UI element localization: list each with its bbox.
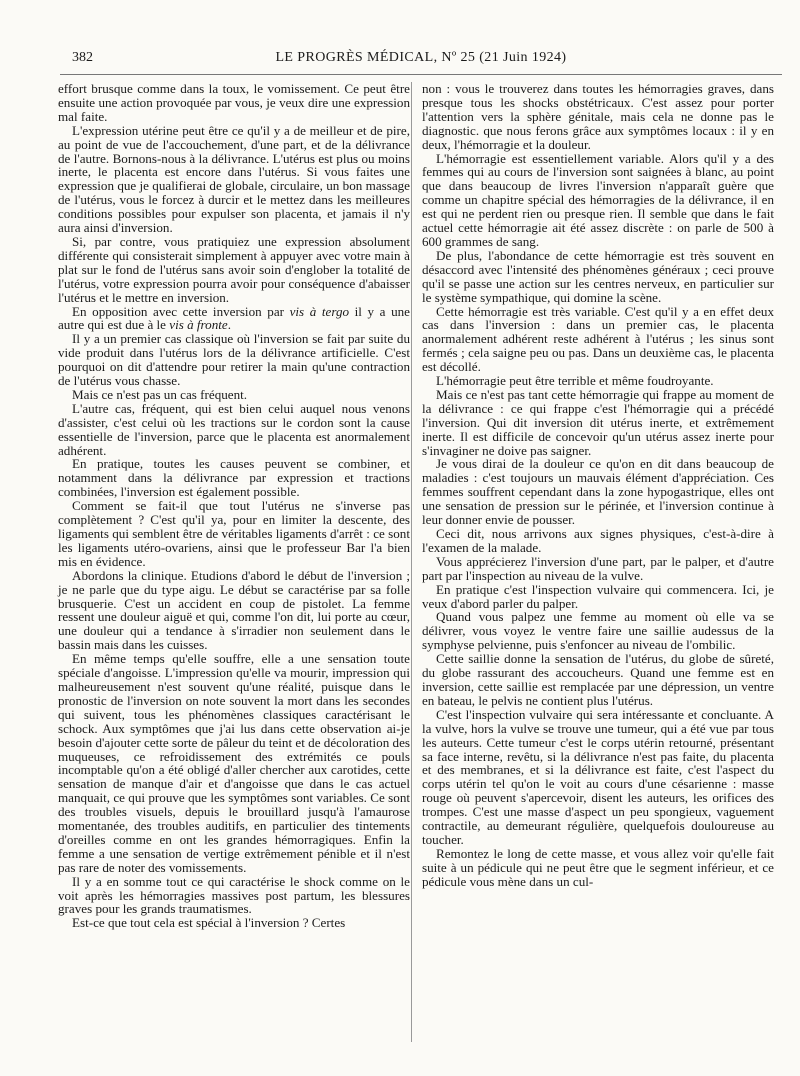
paragraph: effort brusque comme dans la toux, le vomissement. Ce peut être ensuite une action provoquée par vous, je veux dire une expression mal faite. <box>58 81 410 124</box>
column-rule <box>411 82 412 1042</box>
page-number: 382 <box>72 50 93 65</box>
latin-term: vis à tergo <box>289 303 350 319</box>
paragraph: De plus, l'abondance de cette hémorragie est très souvent en désaccord avec l'intensité des phénomènes généraux ; ceci prouve qu'il se passe une action sur les centres nerveux, en particulier sur le système sympathique, qui domine la scène. <box>422 247 774 305</box>
paragraph: non : vous le trouverez dans toutes les hémorragies graves, dans presque tous les shocks obstétricaux. C'est assez pour porter l'attention vers la sphère génitale, mais cela ne donne pas le diagnostic. que nous ferons grâce aux symptômes locaux : il y en deux, l'hémorragie et la douleur. <box>422 81 774 152</box>
paragraph <box>58 305 410 333</box>
paragraph: Il y a en somme tout ce qui caractérise le shock comme on le voit après les hémorragies massives post partum, les blessures graves pour les grands traumatismes. <box>58 873 410 917</box>
latin-term: vis à fronte <box>169 317 228 333</box>
paragraph: Comment se fait-il que tout l'utérus ne s'inverse pas complètement ? C'est qu'il ya, pour en limiter la descente, des ligaments qui semblent être de véritables ligaments d'arrêt : ce sont les ligaments utéro-ovariens, ainsi que le professeur Bar l'a bien mis en évidence. <box>58 498 410 569</box>
header-rule <box>60 74 782 75</box>
paragraph-text: En opposition avec cette inversion par <box>72 303 290 319</box>
page-header <box>60 50 782 72</box>
paragraph: Cette hémorragie est très variable. C'est qu'il y a en effet deux cas dans l'inversion : dans un premier cas, le placenta anormalement adhérent reste adhérent à l'utérus ; les sinus sont fermés ; cela saigne peu ou pas. Dans un deuxième cas, le placenta est décollé. <box>422 303 774 375</box>
paragraph: Si, par contre, vous pratiquiez une expression absolument différente qui consisterait simplement à appuyer avec votre main à plat sur le fond de l'utérus sans avoir soin d'englober la totalité de l'utérus, votre expression pourra avoir pour conséquence d'abaisser l'utérus et le mettre en inversion. <box>58 233 410 305</box>
paragraph-text: . <box>227 317 231 333</box>
left-column <box>58 82 410 930</box>
paragraph: Il y a un premier cas classique où l'inversion se fait par suite du vide produit dans l'utérus lors de la délivrance artificielle. C'est pourquoi on dit d'attendre pour retirer la main qu'une contraction de l'utérus vous chasse. <box>58 331 410 389</box>
paragraph: Est-ce que tout cela est spécial à l'inversion ? Certes <box>72 915 346 931</box>
paragraph: Cette saillie donne la sensation de l'utérus, du globe de sûreté, du globe rassurant des accoucheurs. Quand une femme est en inversion, cette saillie est remplacée par une dépression, un ventre en bateau, le pelvis ne contient plus l'utérus. <box>422 651 774 708</box>
paragraph: En pratique c'est l'inspection vulvaire qui commencera. Ici, je veux d'abord parler du palper. <box>422 581 774 611</box>
paragraph: Remontez le long de cette masse, et vous allez voir qu'elle fait suite à un pédicule qui ne peut être que le segment inférieur, et ce pédicule vous mène dans un cul- <box>422 845 774 889</box>
paragraph: Mais ce n'est pas tant cette hémorragie qui frappe au moment de la délivrance : ce qui frappe c'est l'hémorragie qui a précédé l'inversion. Qui dit inversion dit utérus inerte, et extrêmement inerte. Il est difficile de concevoir qu'un utérus assez inerte pour s'invaginer ne doive pas saigner. <box>422 386 774 458</box>
paragraph: L'hémorragie est essentiellement variable. Alors qu'il y a des femmes qui au cours de l'inversion sont saignées à blanc, au point que dans beaucoup de livres l'inversion n'apparaît guère que comme un chapitre spécial des hémorragies de la délivrance, il en est qui ne perdent rien ou presque rien. Il semble que dans le fait actuel cette hémorragie ait été assez discrète : on parle de 500 à 600 grammes de sang. <box>422 150 774 249</box>
paragraph: L'expression utérine peut être ce qu'il y a de meilleur et de pire, au point de vue de l'accouchement, d'une part, et de la délivrance de l'autre. Bornons-nous à la délivrance. L'utérus est plus ou moins inerte, le placenta est encore dans l'utérus. Si vous faites une expression que je qualifierai de globale, circulaire, un bon massage de l'utérus, vous le forcez à durcir et le mettez dans les meilleures conditions possibles pour expulser son placenta, et jamais il n'y aura ainsi d'inversion. <box>58 122 410 236</box>
paragraph: Quand vous palpez une femme au moment où elle va se délivrer, vous voyez le ventre faire une saillie audessus de la symphyse pelvienne, puis s'enfoncer au niveau de l'ombilic. <box>422 609 774 653</box>
paragraph: Vous apprécierez l'inversion d'une part, par le palper, et d'autre part par l'inspection au niveau de la vulve. <box>422 553 774 583</box>
paragraph: Abordons la clinique. Etudions d'abord le début de l'inversion ; je ne parle que du type aigu. Le début se caractérise par sa folle brusquerie. C'est un accident en coup de pistolet. La femme ressent une douleur aiguë et qui, comme l'on dit, lui porte au cœur, une douleur qui a tendance à s'irradier non seulement dans le bassin mais dans les cuisses. <box>58 567 410 653</box>
paragraph: C'est l'inspection vulvaire qui sera intéressante et concluante. A la vulve, hors la vulve se trouve une tumeur, qui a été vue par tous les auteurs. Cette tumeur c'est le corps utérin retourné, présentant sa face interne, revêtu, si la délivrance n'est pas faite, du placenta et des membranes, et si la délivrance est faite, c'est l'aspect du corps utérin tel qu'on le voit au cours d'une césarienne : masse rouge où peuvent s'apercevoir, disent les auteurs, les orifices des trompes. C'est une masse d'aspect un peu spongieux, vaguement contractile, au demeurant régulière, quelquefois douloureuse au toucher. <box>422 706 774 847</box>
paragraph: En même temps qu'elle souffre, elle a une sensation toute spéciale d'angoisse. L'impression qu'elle va mourir, impression qui malheureusement n'est souvent qu'une réalité, puisque dans le pronostic de l'inversion on note souvent la mort dans les secondes qui suivent, tous les phénomènes classiques caractérisant le schock. Aux symptômes que j'ai lus dans cette observation ai-je besoin d'ajouter cette sorte de pâleur du teint et de décoloration des muqueuses, ce refroidissement des extrémités ce pouls incomptable qu'on a été obligé d'aller chercher aux carotides, cette sensation de manque d'air et d'angoisse que dans le cas actuel manquait, ce qui prouve que les symptômes sont variables. Ce sont des troubles visuels, depuis le brouillard jusqu'à l'amaurose momentanée, des troubles auditifs, en particulier des tintements d'oreilles comme en ont les grandes hémorragiques. Enfin la femme a une sensation de vertige extrêmement pénible et il n'est pas rare de noter des vomissements. <box>58 651 410 875</box>
running-title: LE PROGRÈS MÉDICAL, Nº 25 (21 Juin 1924) <box>275 50 567 65</box>
paragraph: En pratique, toutes les causes peuvent se combiner, et notamment dans la délivrance par expression et tractions combinées, l'inversion est également possible. <box>58 456 410 500</box>
paragraph: L'autre cas, fréquent, qui est bien celui auquel nous venons d'assister, c'est celui où les tractions sur le cordon sont la cause essentielle de l'inversion, parce que le placenta est anormalement adhérent. <box>58 400 410 458</box>
paragraph-text: il y a une autre qui est due à le <box>58 303 410 333</box>
paragraph: Ceci dit, nous arrivons aux signes physiques, c'est-à-dire à l'examen de la malade. <box>422 526 774 555</box>
right-column <box>422 82 774 889</box>
paragraph: Mais ce n'est pas un cas fréquent. <box>72 386 248 402</box>
paragraph: Je vous dirai de la douleur ce qu'on en dit dans beaucoup de maladies : c'est toujours un mauvais élément d'appréciation. Ces femmes souffrent cependant dans la zone hypogastrique, elles ont une sensation de pression sur le périnée, et l'inversion continue à leur donner envie de pousser. <box>422 456 774 528</box>
paragraph: L'hémorragie peut être terrible et même foudroyante. <box>436 373 714 389</box>
